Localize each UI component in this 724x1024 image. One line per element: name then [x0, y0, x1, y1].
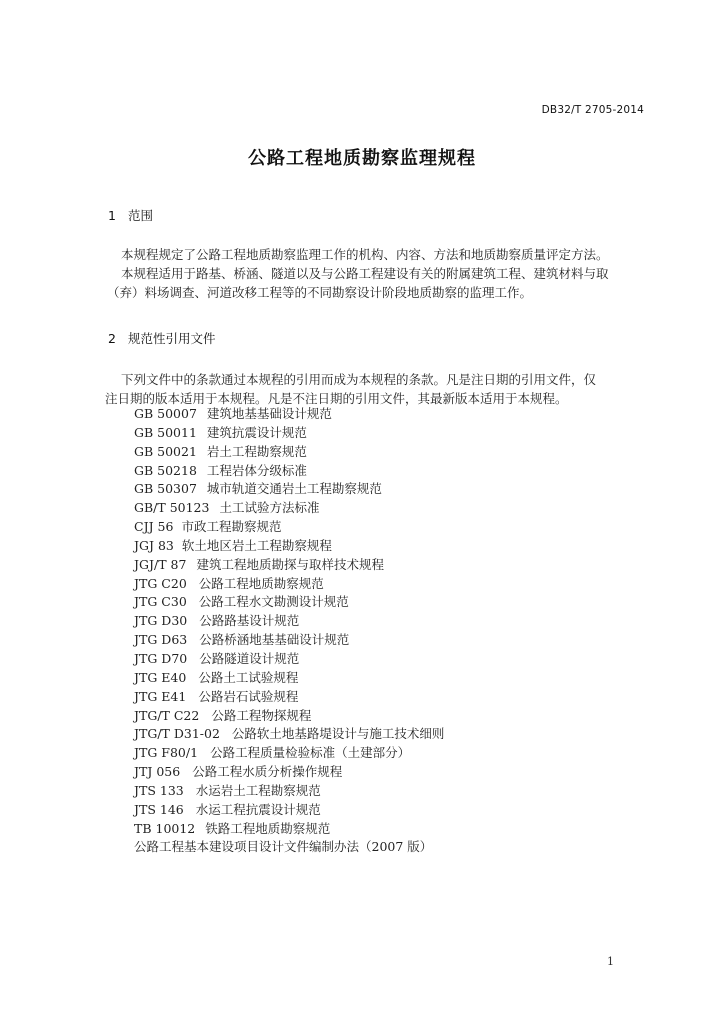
- reference-code: GB 50021: [134, 443, 197, 459]
- reference-code: JTG E41: [134, 688, 187, 704]
- reference-title: 建筑抗震设计规范: [206, 424, 307, 440]
- reference-title: 公路工程水质分析操作规程: [192, 764, 343, 780]
- reference-title: 公路工程地质勘察规范: [198, 575, 324, 591]
- reference-item: [134, 593, 444, 612]
- section-number: 2: [108, 331, 116, 346]
- reference-title: 铁路工程地质勘察规范: [205, 820, 331, 836]
- reference-code: JTS 146: [134, 801, 184, 817]
- reference-item: [134, 801, 444, 820]
- section-2-heading: [108, 329, 216, 347]
- reference-item: [134, 763, 444, 782]
- reference-code: JTJ 056: [134, 764, 181, 780]
- reference-item: [134, 744, 444, 763]
- reference-item: [134, 838, 444, 857]
- reference-code: JTG C30: [134, 594, 187, 610]
- reference-item: [134, 518, 444, 537]
- reference-item: [134, 443, 444, 462]
- paragraph-line: 本规程适用于路基、桥涵、隧道以及与公路工程建设有关的附属建筑工程、建筑材料与取: [121, 266, 609, 281]
- reference-title: 公路岩石试验规程: [198, 688, 299, 704]
- reference-title: 公路工程水文勘测设计规范: [198, 594, 349, 610]
- reference-title: 建筑地基基础设计规范: [206, 406, 332, 421]
- reference-code: JTG D30: [134, 613, 188, 629]
- reference-code: JTG/T C22: [134, 707, 200, 723]
- reference-item: [134, 725, 444, 744]
- reference-item: [134, 499, 444, 518]
- reference-item: [134, 424, 444, 443]
- reference-code: JTS 133: [134, 782, 184, 798]
- reference-item: [134, 688, 444, 707]
- reference-code: JTG D63: [134, 632, 188, 648]
- reference-code: JTG D70: [134, 650, 188, 666]
- reference-title: 岩土工程勘察规范: [206, 443, 307, 459]
- paragraph-line: （弃）料场调查、河道改移工程等的不同勘察设计阶段地质勘察的监理工作。: [107, 285, 533, 300]
- reference-code: JTG/T D31-02: [134, 726, 220, 742]
- reference-item: [134, 612, 444, 631]
- reference-code: JTG F80/1: [134, 745, 199, 761]
- reference-title: 水运岩土工程勘察规范: [195, 782, 321, 798]
- reference-code: GB 50011: [134, 424, 197, 440]
- section-1-body: [107, 245, 627, 302]
- page-number: 1: [607, 955, 614, 968]
- section-number: 1: [108, 208, 116, 223]
- paragraph-line: 注日期的版本适用于本规程。凡是不注日期的引用文件，其最新版本适用于本规程。: [105, 391, 568, 406]
- reference-title: 公路工程基本建设项目设计文件编制办法（2007 版）: [134, 839, 433, 855]
- reference-title: 公路路基设计规范: [199, 613, 300, 629]
- reference-item: [134, 631, 444, 650]
- reference-item: [134, 556, 444, 575]
- reference-title: 公路工程物探规程: [211, 707, 312, 723]
- section-2-intro: [107, 370, 627, 408]
- reference-item: [134, 707, 444, 726]
- reference-item: [134, 669, 444, 688]
- reference-code: JTG C20: [134, 575, 187, 591]
- standard-code: DB32/T 2705-2014: [541, 104, 644, 116]
- reference-code: GB/T 50123: [134, 500, 210, 516]
- section-1-heading: [108, 206, 153, 224]
- reference-title: 城市轨道交通岩土工程勘察规范: [206, 481, 382, 497]
- reference-title: 软土地区岩土工程勘察规程: [181, 537, 332, 553]
- reference-code: GB 50007: [134, 406, 197, 421]
- reference-title: 公路桥涵地基基础设计规范: [199, 632, 350, 648]
- reference-title: 市政工程勘察规范: [181, 519, 282, 535]
- section-title: 规范性引用文件: [128, 331, 216, 346]
- reference-code: TB 10012: [134, 820, 196, 836]
- reference-title: 公路工程质量检验标准（土建部分）: [210, 745, 411, 761]
- reference-title: 水运工程抗震设计规范: [195, 801, 321, 817]
- reference-item: [134, 537, 444, 556]
- reference-item: [134, 782, 444, 801]
- reference-item: [134, 650, 444, 669]
- reference-title: 工程岩体分级标准: [206, 462, 307, 478]
- reference-item: [134, 462, 444, 481]
- reference-list: [134, 405, 444, 857]
- reference-item: [134, 480, 444, 499]
- reference-code: CJJ 56: [134, 519, 174, 535]
- reference-code: GB 50307: [134, 481, 197, 497]
- reference-code: JGJ/T 87: [134, 556, 187, 572]
- reference-title: 公路土工试验规程: [198, 669, 299, 685]
- reference-item: [134, 405, 444, 424]
- reference-code: JGJ 83: [134, 537, 174, 553]
- page-title: 公路工程地质勘察监理规程: [248, 148, 476, 169]
- reference-item: [134, 575, 444, 594]
- reference-title: 土工试验方法标准: [219, 500, 320, 516]
- paragraph-line: 本规程规定了公路工程地质勘察监理工作的机构、内容、方法和地质勘察质量评定方法。: [121, 247, 609, 262]
- reference-title: 建筑工程地质勘探与取样技术规程: [196, 556, 384, 572]
- reference-title: 公路软土地基路堤设计与施工技术细则: [231, 726, 445, 742]
- paragraph-line: 下列文件中的条款通过本规程的引用而成为本规程的条款。凡是注日期的引用文件，仅: [121, 372, 597, 387]
- reference-title: 公路隧道设计规范: [199, 650, 300, 666]
- reference-code: JTG E40: [134, 669, 187, 685]
- reference-item: [134, 820, 444, 839]
- section-title: 范围: [128, 208, 154, 223]
- reference-code: GB 50218: [134, 462, 197, 478]
